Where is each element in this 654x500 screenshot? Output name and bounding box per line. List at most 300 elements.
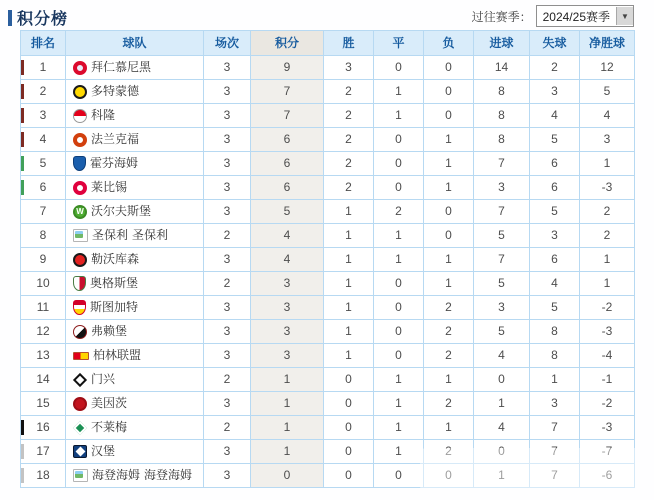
loss-cell: 0 xyxy=(424,200,474,224)
team-logo-icon xyxy=(73,205,87,219)
loss-cell: 0 xyxy=(424,464,474,488)
team-cell xyxy=(66,152,204,176)
played-cell: 3 xyxy=(204,464,251,488)
table-row xyxy=(21,272,635,296)
team-name: 圣保利 xyxy=(132,228,169,242)
table-row xyxy=(21,368,635,392)
points-cell: 0 xyxy=(251,464,324,488)
rank-cell xyxy=(21,392,66,416)
win-cell: 1 xyxy=(324,248,374,272)
zone-marker xyxy=(21,108,24,123)
draw-cell: 0 xyxy=(374,344,424,368)
goals-for-cell: 0 xyxy=(474,440,530,464)
goals-for-cell: 7 xyxy=(474,200,530,224)
rank-value: 7 xyxy=(39,204,47,218)
goal-diff-cell: -2 xyxy=(580,296,635,320)
rank-cell xyxy=(21,440,66,464)
played-cell: 3 xyxy=(204,56,251,80)
goals-against-cell: 1 xyxy=(530,368,580,392)
standings-table xyxy=(20,30,635,488)
rank-value: 5 xyxy=(39,156,47,170)
goals-for-cell: 14 xyxy=(474,56,530,80)
rank-value: 11 xyxy=(36,300,50,314)
rank-value: 6 xyxy=(39,180,47,194)
col-header-goals-against: 失球 xyxy=(530,31,580,56)
played-cell: 3 xyxy=(204,152,251,176)
page-title-block xyxy=(8,6,68,29)
team-logo-icon xyxy=(73,276,86,291)
team-name: 科隆 xyxy=(91,108,116,122)
goals-against-cell: 5 xyxy=(530,128,580,152)
logo-letter: W xyxy=(76,206,84,216)
loss-cell: 1 xyxy=(424,176,474,200)
goal-diff-cell: -3 xyxy=(580,176,635,200)
rank-cell xyxy=(21,224,66,248)
points-cell: 1 xyxy=(251,392,324,416)
goals-for-cell: 4 xyxy=(474,344,530,368)
draw-cell: 1 xyxy=(374,392,424,416)
team-logo-icon xyxy=(73,109,87,123)
team-cell-content xyxy=(66,320,203,343)
goal-diff-cell: 3 xyxy=(580,128,635,152)
points-cell: 3 xyxy=(251,272,324,296)
goals-for-cell: 3 xyxy=(474,176,530,200)
rank-cell xyxy=(21,296,66,320)
team-name: 汉堡 xyxy=(91,444,116,458)
chevron-down-icon[interactable]: ▼ xyxy=(616,7,633,25)
zone-marker xyxy=(21,156,24,171)
draw-cell: 2 xyxy=(374,200,424,224)
col-header-team: 球队 xyxy=(66,31,204,56)
goals-against-cell: 6 xyxy=(530,152,580,176)
team-cell-content xyxy=(66,392,203,415)
points-cell: 4 xyxy=(251,248,324,272)
zone-marker xyxy=(21,468,24,483)
team-logo-icon xyxy=(73,253,87,267)
draw-cell: 0 xyxy=(374,176,424,200)
goals-for-cell: 1 xyxy=(474,392,530,416)
team-name: 莱比锡 xyxy=(91,180,128,194)
team-cell xyxy=(66,128,204,152)
draw-cell: 1 xyxy=(374,416,424,440)
goals-for-cell: 7 xyxy=(474,152,530,176)
col-header-goal-diff: 净胜球 xyxy=(580,31,635,56)
season-filter-label: 过往赛季： xyxy=(471,9,532,24)
team-cell xyxy=(66,176,204,200)
team-cell-content xyxy=(66,200,203,223)
team-name: 勒沃库森 xyxy=(91,252,140,266)
goals-for-cell: 8 xyxy=(474,104,530,128)
rank-value: 4 xyxy=(39,132,47,146)
col-header-rank: 排名 xyxy=(21,31,66,56)
points-cell: 4 xyxy=(251,224,324,248)
goal-diff-cell: 2 xyxy=(580,200,635,224)
loss-cell: 2 xyxy=(424,344,474,368)
goal-diff-cell: 2 xyxy=(580,224,635,248)
standings-body xyxy=(21,56,635,488)
draw-cell: 0 xyxy=(374,128,424,152)
team-cell xyxy=(66,248,204,272)
win-cell: 1 xyxy=(324,200,374,224)
loss-cell: 0 xyxy=(424,224,474,248)
team-logo-icon xyxy=(73,61,87,75)
team-cell-content xyxy=(66,464,203,487)
win-cell: 0 xyxy=(324,464,374,488)
col-header-played: 场次 xyxy=(204,31,251,56)
goal-diff-cell: -1 xyxy=(580,368,635,392)
team-cell-content xyxy=(66,56,203,79)
zone-marker xyxy=(21,60,24,75)
played-cell: 3 xyxy=(204,104,251,128)
rank-value: 1 xyxy=(39,60,47,74)
played-cell: 2 xyxy=(204,272,251,296)
rank-cell xyxy=(21,56,66,80)
draw-cell: 0 xyxy=(374,56,424,80)
team-cell xyxy=(66,344,204,368)
table-row xyxy=(21,200,635,224)
goals-for-cell: 4 xyxy=(474,416,530,440)
table-row xyxy=(21,392,635,416)
goal-diff-cell: -3 xyxy=(580,416,635,440)
logo-alt-text: 海登海姆 xyxy=(92,468,141,482)
team-cell xyxy=(66,224,204,248)
goals-for-cell: 7 xyxy=(474,248,530,272)
team-logo-icon xyxy=(73,85,87,99)
points-cell: 3 xyxy=(251,320,324,344)
goals-against-cell: 3 xyxy=(530,80,580,104)
season-select[interactable] xyxy=(536,5,634,27)
win-cell: 2 xyxy=(324,128,374,152)
team-name: 法兰克福 xyxy=(91,132,140,146)
team-cell xyxy=(66,80,204,104)
points-cell: 6 xyxy=(251,176,324,200)
win-cell: 0 xyxy=(324,368,374,392)
goal-diff-cell: -7 xyxy=(580,440,635,464)
win-cell: 1 xyxy=(324,344,374,368)
goal-diff-cell: -6 xyxy=(580,464,635,488)
played-cell: 3 xyxy=(204,176,251,200)
table-row xyxy=(21,128,635,152)
team-cell-content xyxy=(66,296,203,319)
table-row xyxy=(21,104,635,128)
points-cell: 3 xyxy=(251,296,324,320)
points-cell: 9 xyxy=(251,56,324,80)
team-logo-icon xyxy=(73,156,86,171)
goals-against-cell: 6 xyxy=(530,248,580,272)
loss-cell: 0 xyxy=(424,80,474,104)
table-row xyxy=(21,248,635,272)
played-cell: 3 xyxy=(204,248,251,272)
goals-against-cell: 3 xyxy=(530,224,580,248)
team-cell xyxy=(66,440,204,464)
col-header-draw: 平 xyxy=(374,31,424,56)
goals-for-cell: 0 xyxy=(474,368,530,392)
draw-cell: 1 xyxy=(374,104,424,128)
played-cell: 3 xyxy=(204,392,251,416)
team-cell xyxy=(66,56,204,80)
team-cell xyxy=(66,368,204,392)
team-logo-icon xyxy=(73,352,89,360)
rank-cell xyxy=(21,320,66,344)
page-title: 积分榜 xyxy=(17,11,69,28)
draw-cell: 1 xyxy=(374,248,424,272)
table-row xyxy=(21,416,635,440)
goals-against-cell: 2 xyxy=(530,56,580,80)
draw-cell: 0 xyxy=(374,320,424,344)
win-cell: 1 xyxy=(324,320,374,344)
team-cell-content xyxy=(66,128,203,151)
team-name: 奥格斯堡 xyxy=(90,276,139,290)
goal-diff-cell: -3 xyxy=(580,320,635,344)
team-name: 门兴 xyxy=(91,372,116,386)
team-logo-icon xyxy=(73,325,87,339)
rank-value: 12 xyxy=(36,324,50,338)
goals-against-cell: 8 xyxy=(530,320,580,344)
broken-image-icon xyxy=(73,469,88,482)
team-name: 海登海姆 xyxy=(144,468,193,482)
goals-for-cell: 5 xyxy=(474,320,530,344)
win-cell: 2 xyxy=(324,176,374,200)
goal-diff-cell: 12 xyxy=(580,56,635,80)
played-cell: 2 xyxy=(204,224,251,248)
team-name: 柏林联盟 xyxy=(93,348,142,362)
win-cell: 1 xyxy=(324,224,374,248)
rank-cell xyxy=(21,200,66,224)
zone-marker xyxy=(21,132,24,147)
points-cell: 7 xyxy=(251,104,324,128)
inner-diamond-shape xyxy=(75,447,85,457)
draw-cell: 0 xyxy=(374,272,424,296)
loss-cell: 2 xyxy=(424,392,474,416)
win-cell: 2 xyxy=(324,80,374,104)
team-logo-icon xyxy=(73,445,87,458)
loss-cell: 2 xyxy=(424,440,474,464)
points-cell: 5 xyxy=(251,200,324,224)
team-name: 斯图加特 xyxy=(90,300,139,314)
season-select-value: 2024/25赛季 xyxy=(542,9,610,24)
loss-cell: 2 xyxy=(424,296,474,320)
rank-value: 16 xyxy=(36,420,50,434)
draw-cell: 0 xyxy=(374,464,424,488)
played-cell: 3 xyxy=(204,296,251,320)
rank-value: 10 xyxy=(36,276,50,290)
loss-cell: 1 xyxy=(424,128,474,152)
zone-marker xyxy=(21,444,24,459)
team-name: 霍芬海姆 xyxy=(90,156,139,170)
team-cell-content xyxy=(66,224,203,247)
rank-value: 9 xyxy=(39,252,47,266)
table-row xyxy=(21,152,635,176)
goals-against-cell: 5 xyxy=(530,200,580,224)
team-cell xyxy=(66,272,204,296)
team-cell-content xyxy=(66,176,203,199)
points-cell: 1 xyxy=(251,440,324,464)
goal-diff-cell: 1 xyxy=(580,272,635,296)
table-row xyxy=(21,176,635,200)
goals-for-cell: 5 xyxy=(474,272,530,296)
goals-against-cell: 7 xyxy=(530,440,580,464)
played-cell: 2 xyxy=(204,368,251,392)
win-cell: 2 xyxy=(324,104,374,128)
team-cell-content xyxy=(66,248,203,271)
goals-against-cell: 8 xyxy=(530,344,580,368)
goal-diff-cell: 1 xyxy=(580,248,635,272)
rank-cell xyxy=(21,128,66,152)
points-cell: 1 xyxy=(251,368,324,392)
played-cell: 3 xyxy=(204,344,251,368)
team-cell xyxy=(66,104,204,128)
loss-cell: 1 xyxy=(424,248,474,272)
logo-alt-text: 圣保利 xyxy=(92,228,129,242)
team-cell xyxy=(66,392,204,416)
draw-cell: 0 xyxy=(374,152,424,176)
team-cell-content xyxy=(66,440,203,463)
loss-cell: 2 xyxy=(424,320,474,344)
loss-cell: 1 xyxy=(424,152,474,176)
table-row xyxy=(21,440,635,464)
table-row xyxy=(21,56,635,80)
goals-for-cell: 1 xyxy=(474,464,530,488)
rank-value: 17 xyxy=(36,444,50,458)
team-logo-icon xyxy=(73,181,87,195)
goals-for-cell: 8 xyxy=(474,128,530,152)
rank-value: 3 xyxy=(39,108,47,122)
rank-value: 14 xyxy=(36,372,50,386)
team-logo-icon xyxy=(73,300,86,315)
played-cell: 3 xyxy=(204,128,251,152)
rank-cell xyxy=(21,272,66,296)
rank-value: 2 xyxy=(39,84,47,98)
col-header-loss: 负 xyxy=(424,31,474,56)
team-name: 不莱梅 xyxy=(91,420,128,434)
table-row xyxy=(21,80,635,104)
played-cell: 3 xyxy=(204,80,251,104)
goals-against-cell: 4 xyxy=(530,104,580,128)
goal-diff-cell: 5 xyxy=(580,80,635,104)
draw-cell: 1 xyxy=(374,440,424,464)
table-row xyxy=(21,296,635,320)
zone-marker xyxy=(21,84,24,99)
rank-cell xyxy=(21,104,66,128)
zone-marker xyxy=(21,180,24,195)
rank-value: 13 xyxy=(36,348,50,362)
loss-cell: 0 xyxy=(424,104,474,128)
goals-for-cell: 8 xyxy=(474,80,530,104)
standings-header-row xyxy=(21,31,635,56)
goals-against-cell: 6 xyxy=(530,176,580,200)
rank-cell xyxy=(21,344,66,368)
goals-for-cell: 3 xyxy=(474,296,530,320)
team-cell-content xyxy=(66,80,203,103)
draw-cell: 1 xyxy=(374,80,424,104)
broken-image-icon xyxy=(73,229,88,242)
goal-diff-cell: -2 xyxy=(580,392,635,416)
loss-cell: 0 xyxy=(424,56,474,80)
team-cell xyxy=(66,296,204,320)
goal-diff-cell: 1 xyxy=(580,152,635,176)
goals-against-cell: 3 xyxy=(530,392,580,416)
draw-cell: 1 xyxy=(374,368,424,392)
goals-against-cell: 7 xyxy=(530,464,580,488)
mini-picture-glyph xyxy=(75,471,83,478)
team-cell-content xyxy=(66,104,203,127)
team-cell-content xyxy=(66,272,203,295)
draw-cell: 0 xyxy=(374,296,424,320)
team-cell-content xyxy=(66,368,203,391)
points-cell: 7 xyxy=(251,80,324,104)
col-header-goals-for: 进球 xyxy=(474,31,530,56)
team-cell xyxy=(66,320,204,344)
loss-cell: 1 xyxy=(424,416,474,440)
team-name: 沃尔夫斯堡 xyxy=(91,204,152,218)
table-row xyxy=(21,224,635,248)
played-cell: 3 xyxy=(204,200,251,224)
rank-value: 8 xyxy=(39,228,47,242)
rank-cell xyxy=(21,176,66,200)
col-header-win: 胜 xyxy=(324,31,374,56)
win-cell: 1 xyxy=(324,296,374,320)
win-cell: 1 xyxy=(324,272,374,296)
team-name: 弗赖堡 xyxy=(91,324,128,338)
team-logo-icon xyxy=(73,397,87,411)
played-cell: 2 xyxy=(204,416,251,440)
rank-value: 15 xyxy=(36,396,50,410)
team-cell-content xyxy=(66,152,203,175)
goals-against-cell: 4 xyxy=(530,272,580,296)
goals-for-cell: 5 xyxy=(474,224,530,248)
played-cell: 3 xyxy=(204,440,251,464)
win-cell: 2 xyxy=(324,152,374,176)
col-header-points: 积分 xyxy=(251,31,324,56)
goals-against-cell: 5 xyxy=(530,296,580,320)
team-cell xyxy=(66,464,204,488)
rank-cell xyxy=(21,80,66,104)
rank-value: 18 xyxy=(36,468,50,482)
table-row xyxy=(21,344,635,368)
goals-against-cell: 7 xyxy=(530,416,580,440)
goal-diff-cell: 4 xyxy=(580,104,635,128)
rank-cell xyxy=(21,416,66,440)
team-cell xyxy=(66,416,204,440)
team-cell-content xyxy=(66,344,203,367)
goal-diff-cell: -4 xyxy=(580,344,635,368)
win-cell: 0 xyxy=(324,416,374,440)
table-row xyxy=(21,320,635,344)
loss-cell: 1 xyxy=(424,368,474,392)
points-cell: 1 xyxy=(251,416,324,440)
points-cell: 6 xyxy=(251,152,324,176)
team-logo-icon xyxy=(73,420,87,434)
team-logo-icon xyxy=(73,133,87,147)
team-name: 美因茨 xyxy=(91,396,128,410)
played-cell: 3 xyxy=(204,320,251,344)
mini-picture-glyph xyxy=(75,231,83,238)
title-accent-bar xyxy=(8,10,12,26)
zone-marker xyxy=(21,420,24,435)
team-name: 拜仁慕尼黑 xyxy=(91,60,152,74)
rank-cell xyxy=(21,368,66,392)
season-filter xyxy=(472,5,634,27)
rank-cell xyxy=(21,464,66,488)
team-name: 多特蒙德 xyxy=(91,84,140,98)
points-cell: 6 xyxy=(251,128,324,152)
win-cell: 0 xyxy=(324,440,374,464)
rank-cell xyxy=(21,248,66,272)
team-cell-content xyxy=(66,416,203,439)
table-row xyxy=(21,464,635,488)
points-cell: 3 xyxy=(251,344,324,368)
draw-cell: 1 xyxy=(374,224,424,248)
